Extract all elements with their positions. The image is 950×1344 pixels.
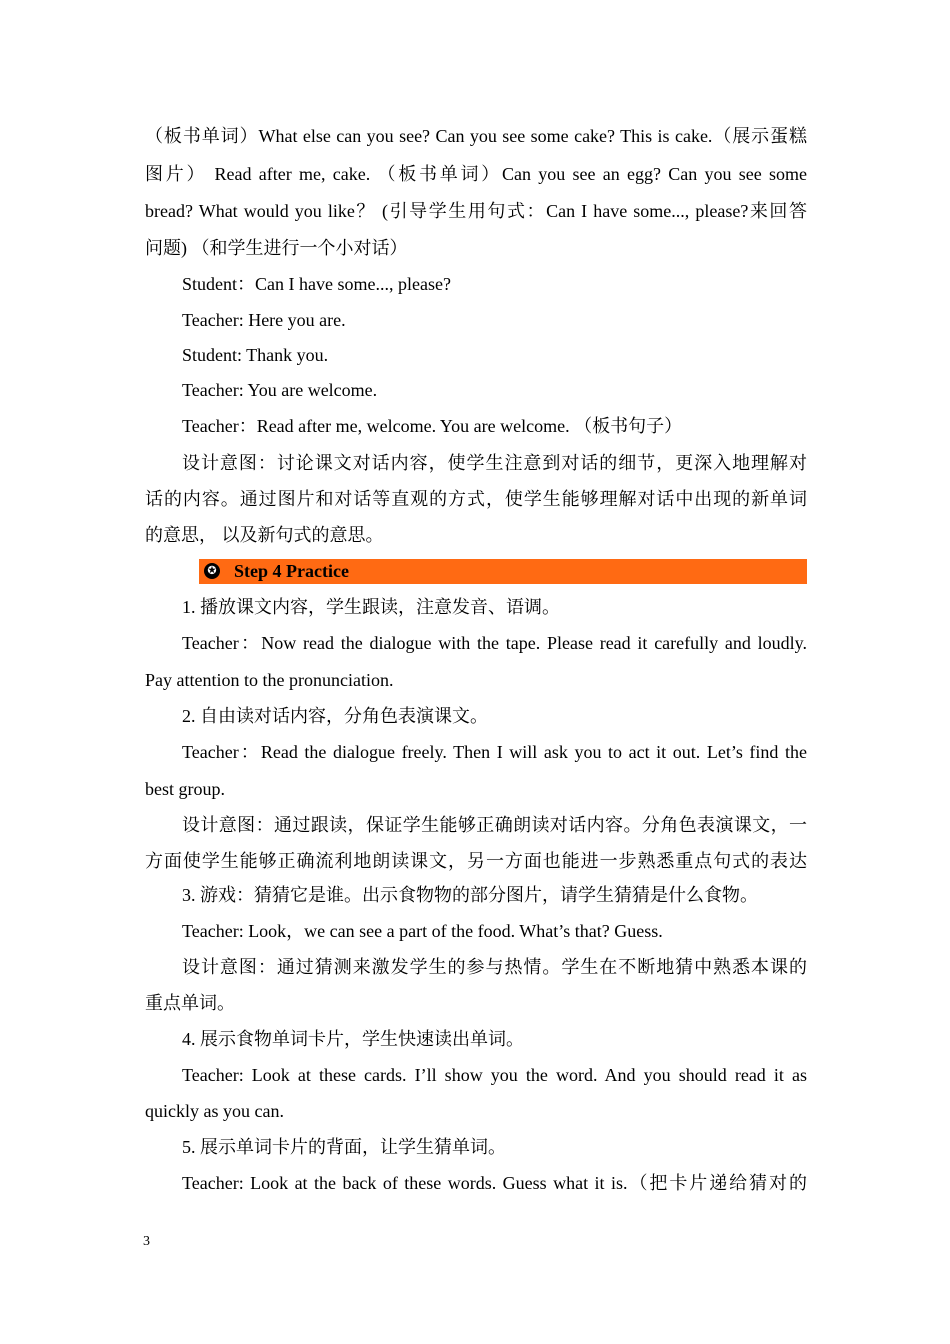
step-item: 2. 自由读对话内容，分角色表演课文。 — [182, 706, 488, 726]
design-intent-line: 的意思， 以及新句式的意思。 — [145, 525, 384, 545]
paragraph-line: 图片） Read after me, cake. （板书单词）Can you see an egg? Can you see some — [145, 164, 807, 184]
step-item: 1. 播放课文内容，学生跟读，注意发音、语调。 — [182, 597, 560, 617]
paragraph-line: （板书单词）What else can you see? Can you see some cake? This is cake.（展示蛋糕 — [145, 126, 807, 146]
design-intent-line: 设计意图：讨论课文对话内容，使学生注意到对话的细节，更深入地理解对 — [182, 453, 807, 473]
paragraph-line: Teacher：Read the dialogue freely. Then I will ask you to act it out. Let’s find the — [182, 742, 807, 762]
design-intent-line: 重点单词。 — [145, 993, 235, 1013]
step-heading — [199, 559, 807, 584]
paragraph-line: bread? What would you like？ (引导学生用句式：Can I have some..., please?来回答 — [145, 201, 807, 221]
star-badge-icon: ✪ — [204, 563, 220, 579]
paragraph-line: Teacher: Look，we can see a part of the food. What’s that? Guess. — [182, 921, 663, 941]
dialogue-line: Student: Thank you. — [182, 345, 329, 365]
paragraph-line: Pay attention to the pronunciation. — [145, 670, 394, 690]
dialogue-line: Student：Can I have some..., please? — [182, 274, 451, 294]
step-item: 3. 游戏：猜猜它是谁。出示食物物的部分图片，请学生猜猜是什么食物。 — [182, 885, 758, 905]
design-intent-line: 设计意图：通过跟读，保证学生能够正确朗读对话内容。分角色表演课文，一 — [182, 815, 807, 835]
dialogue-line: Teacher: You are welcome. — [182, 380, 378, 400]
paragraph-line: best group. — [145, 779, 225, 799]
paragraph-line: Teacher: Look at the back of these words. Guess what it is.（把卡片递给猜对的 — [182, 1173, 807, 1193]
step-heading-label: Step 4 Practice — [234, 561, 349, 581]
dialogue-line: Teacher：Read after me, welcome. You are welcome. （板书句子） — [182, 416, 683, 436]
dialogue-line: Teacher: Here you are. — [182, 310, 346, 330]
design-intent-line: 设计意图：通过猜测来激发学生的参与热情。学生在不断地猜中熟悉本课的 — [182, 957, 807, 977]
page-number: 3 — [143, 1234, 150, 1249]
paragraph-line: quickly as you can. — [145, 1101, 284, 1121]
paragraph-line: Teacher：Now read the dialogue with the tape. Please read it carefully and loudly. — [182, 633, 807, 653]
paragraph-line: Teacher: Look at these cards. I’ll show you the word. And you should read it as — [182, 1065, 807, 1085]
step-item: 5. 展示单词卡片的背面，让学生猜单词。 — [182, 1137, 506, 1157]
paragraph-line: 问题) （和学生进行一个小对话） — [145, 238, 408, 258]
design-intent-line: 话的内容。通过图片和对话等直观的方式，使学生能够理解对话中出现的新单词 — [145, 489, 807, 509]
step-item: 4. 展示食物单词卡片，学生快速读出单词。 — [182, 1029, 524, 1049]
design-intent-line: 方面使学生能够正确流利地朗读课文，另一方面也能进一步熟悉重点句式的表达 — [145, 851, 807, 871]
